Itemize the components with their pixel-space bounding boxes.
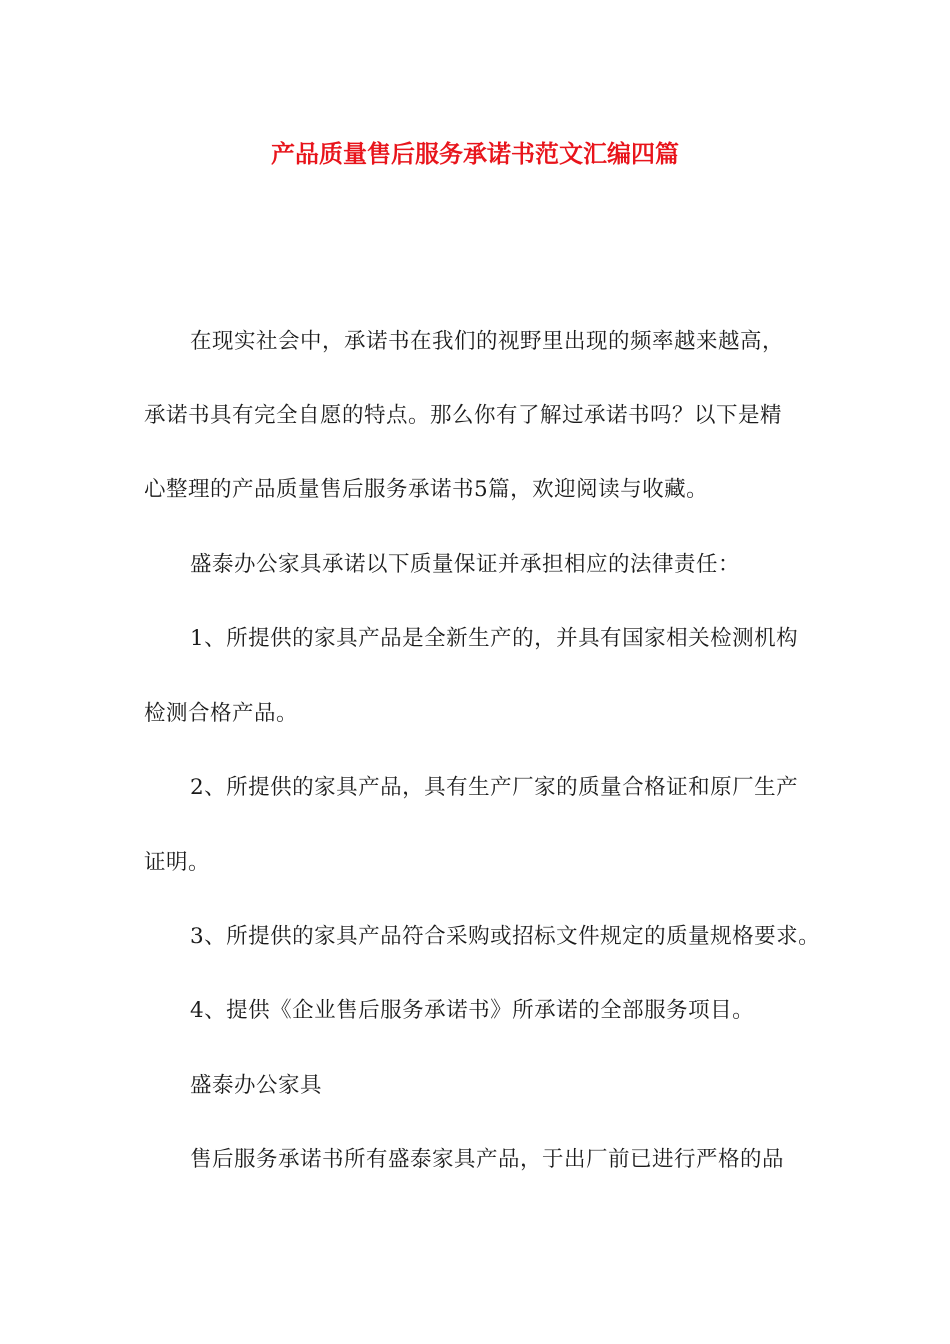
paragraph-line: 盛泰办公家具 xyxy=(190,1073,323,1098)
paragraph-line: 盛泰办公家具承诺以下质量保证并承担相应的法律责任： xyxy=(190,552,741,577)
paragraph-line: 证明。 xyxy=(144,850,211,875)
paragraph-line: 检测合格产品。 xyxy=(144,701,299,726)
paragraph-line: 1、所提供的家具产品是全新生产的，并具有国家相关检测机构 xyxy=(190,626,799,651)
paragraph-line: 心整理的产品质量售后服务承诺书5篇，欢迎阅读与收藏。 xyxy=(144,477,709,502)
paragraph-line: 在现实社会中，承诺书在我们的视野里出现的频率越来越高， xyxy=(190,329,785,354)
paragraph-line: 承诺书具有完全自愿的特点。那么你有了解过承诺书吗？以下是精 xyxy=(144,403,783,428)
paragraph-line: 3、所提供的家具产品符合采购或招标文件规定的质量规格要求。 xyxy=(190,924,821,949)
paragraph-line: 4、提供《企业售后服务承诺书》所承诺的全部服务项目。 xyxy=(190,998,755,1023)
paragraph-line: 售后服务承诺书所有盛泰家具产品，于出厂前已进行严格的品 xyxy=(190,1147,785,1172)
paragraph-line: 2、所提供的家具产品，具有生产厂家的质量合格证和原厂生产 xyxy=(190,775,799,800)
document-title: 产品质量售后服务承诺书范文汇编四篇 xyxy=(271,139,679,168)
